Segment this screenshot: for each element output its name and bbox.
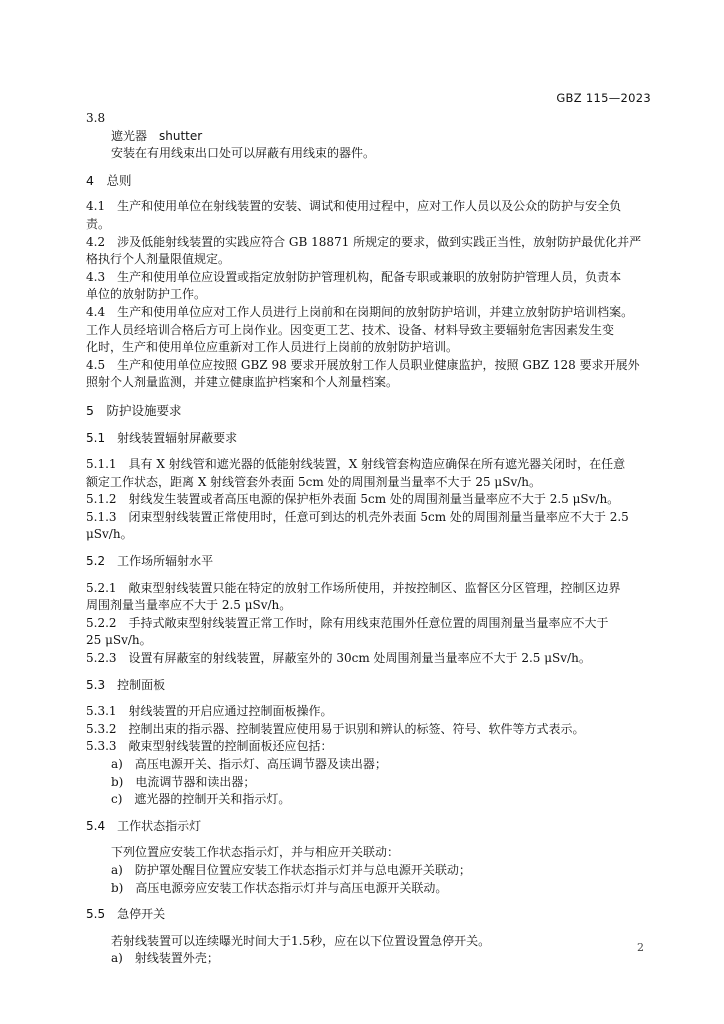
paragraph-line: 单位的放射防护工作。	[86, 287, 207, 302]
list-item: b) 高压电源旁应安装工作状态指示灯并与高压电源开关联动。	[111, 880, 448, 895]
paragraph-line: 5.3.2 控制出束的指示器、控制装置应使用易于识别和辨认的标签、符号、软件等方式表示。	[86, 721, 585, 736]
paragraph-line: 下列位置应安装工作状态指示灯，并与相应开关联动：	[111, 845, 400, 860]
paragraph-line: 5.1.1 具有 X 射线管和遮光器的低能射线装置，X 射线管套构造应确保在所有遮光器关闭时，在任意	[86, 457, 626, 472]
paragraph-line: 照射个人剂量监测，并建立健康监护档案和个人剂量档案。	[86, 375, 399, 390]
document-body	[86, 110, 658, 968]
page-number: 2	[637, 941, 644, 954]
section-5-5-heading: 5.5 急停开关	[86, 907, 166, 922]
section-5-1-heading: 5.1 射线装置辐射屏蔽要求	[86, 430, 238, 445]
paragraph-line: 责。	[86, 216, 111, 231]
list-item: a) 射线装置外壳；	[111, 951, 219, 966]
paragraph-line: 周围剂量当量率应不大于 2.5 μSv/h。	[86, 598, 292, 613]
paragraph-line: 化时，生产和使用单位应重新对工作人员进行上岗前的放射防护培训。	[86, 340, 459, 355]
section-5-2-heading: 5.2 工作场所辐射水平	[86, 554, 214, 569]
paragraph-line: 5.1.3 闭束型射线装置正常使用时，任意可到达的机壳外表面 5cm 处的周围剂量当量率应不大于 2.5	[86, 509, 629, 524]
term-title: 遮光器 shutter	[111, 128, 203, 143]
paragraph-line: 5.2.2 手持式敞束型射线装置正常工作时，除有用线束范围外任意位置的周围剂量当量率应不大于	[86, 615, 609, 630]
paragraph-line: 4.2 涉及低能射线装置的实践应符合 GB 18871 所规定的要求，做到实践正当性，放射防护最优化并严	[86, 234, 642, 249]
paragraph-line: 4.1 生产和使用单位在射线装置的安装、调试和使用过程中，应对工作人员以及公众的防护与安全负	[86, 199, 622, 214]
paragraph-line: μSv/h。	[86, 527, 133, 542]
paragraph-line: 5.2.1 敞束型射线装置只能在特定的放射工作场所使用，并按控制区、监督区分区管理，控制区边界	[86, 580, 621, 595]
list-item: b) 电流调节器和读出器；	[111, 774, 256, 789]
paragraph-line: 4.3 生产和使用单位应设置或指定放射防护管理机构，配备专职或兼职的放射防护管理人员，负责本	[86, 269, 622, 284]
section-5-heading: 5 防护设施要求	[86, 402, 182, 418]
paragraph-line: 5.3.3 敞束型射线装置的控制面板还应包括：	[86, 739, 333, 754]
paragraph-line: 工作人员经培训合格后方可上岗作业。因变更工艺、技术、设备、材料导致主要辐射危害因素发生变	[86, 322, 615, 337]
paragraph-line: 25 μSv/h。	[86, 633, 152, 648]
section-4-heading: 4 总则	[86, 172, 132, 188]
list-item: a) 防护罩处醒目位置应安装工作状态指示灯并与总电源开关联动；	[111, 862, 471, 877]
term-number: 3.8	[86, 111, 106, 125]
paragraph-line: 5.2.3 设置有屏蔽室的射线装置，屏蔽室外的 30cm 处周围剂量当量率应不大于 2.5 μSv/h。	[86, 651, 591, 666]
term-definition: 安装在有用线束出口处可以屏蔽有用线束的器件。	[111, 146, 376, 161]
paragraph-line: 格执行个人剂量限值规定。	[86, 252, 231, 267]
section-5-3-heading: 5.3 控制面板	[86, 677, 166, 692]
section-5-4-heading: 5.4 工作状态指示灯	[86, 818, 202, 833]
paragraph-line: 5.1.2 射线发生装置或者高压电源的保护柜外表面 5cm 处的周围剂量当量率应不大于 2.5 μSv/h。	[86, 492, 620, 507]
paragraph-line: 4.4 生产和使用单位应对工作人员进行上岗前和在岗期间的放射防护培训，并建立放射防护培训档案。	[86, 304, 634, 319]
paragraph-line: 若射线装置可以连续曝光时间大于1.5秒，应在以下位置设置急停开关。	[111, 933, 491, 948]
paragraph-line: 额定工作状态，距离 X 射线管套外表面 5cm 处的周围剂量当量率不大于 25 μSv/h。	[86, 474, 542, 489]
document-code-header: GBZ 115—2023	[556, 91, 651, 105]
paragraph-line: 5.3.1 射线装置的开启应通过控制面板操作。	[86, 704, 333, 719]
list-item: a) 高压电源开关、指示灯、高压调节器及读出器；	[111, 757, 387, 771]
paragraph-line: 4.5 生产和使用单位应按照 GBZ 98 要求开展放射工作人员职业健康监护，按照 GBZ 128 要求开展外	[86, 357, 640, 372]
list-item: c) 遮光器的控制开关和指示灯。	[111, 792, 291, 807]
